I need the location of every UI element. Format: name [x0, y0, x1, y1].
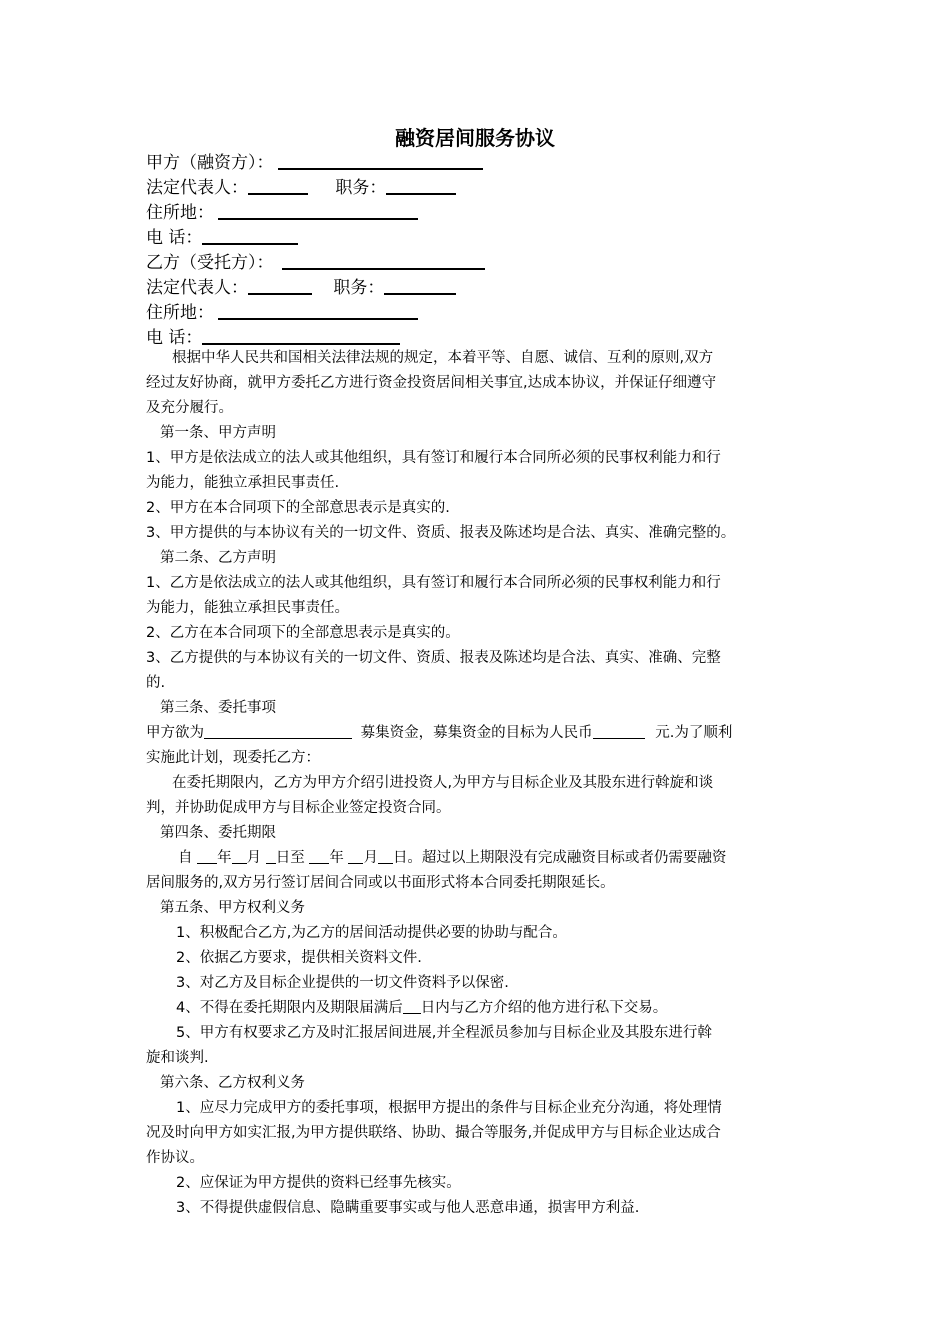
- party-b-field: 乙方（受托方）：: [146, 250, 485, 276]
- party-b-rep-blank[interactable]: [248, 275, 312, 295]
- article-2: 第二条、乙方声明 1、乙方是依法成立的法人或其他组织，具有签订和履行本合同所必须的民事权利能力和行 为能力，能独立承担民事责任。 2、乙方在本合同项下的全部意思表示是真实的。 3、乙方提供的与本协议有关的一切文件、资质、报表及陈述均是合法、真实、准确、完整 的.: [146, 546, 826, 696]
- party-b-rep-field: 法定代表人： 职务：: [146, 275, 456, 301]
- fund-purpose-blank[interactable]: [204, 723, 352, 739]
- article-heading: 第一条、甲方声明: [160, 425, 276, 441]
- article-heading: 第四条、委托期限: [160, 825, 276, 841]
- party-b-phone-field: 电 话：: [146, 325, 400, 351]
- party-a-rep-blank[interactable]: [248, 175, 308, 195]
- party-a-rep-field: 法定代表人： 职务：: [146, 175, 456, 201]
- article-6: 第六条、乙方权利义务 1、应尽力完成甲方的委托事项，根据甲方提出的条件与目标企业充分沟通，将处理情 况及时向甲方如实汇报,为甲方提供联络、协助、撮合等服务,并促成甲方与目标企业达成合 作协议。 2、应保证为甲方提供的资料已经事先核实。 3、不得提供虚假信息、隐瞒重要事实或与他人恶意串通，损害甲方利益.: [146, 1071, 826, 1221]
- article-heading: 第三条、委托事项: [160, 700, 276, 716]
- party-b-phone-blank[interactable]: [202, 325, 400, 345]
- article-1: 第一条、甲方声明 1、甲方是依法成立的法人或其他组织，具有签订和履行本合同所必须的民事权利能力和行 为能力，能独立承担民事责任. 2、甲方在本合同项下的全部意思表示是真实的. 3、甲方提供的与本协议有关的一切文件、资质、报表及陈述均是合法、真实、准确完整的。: [146, 421, 826, 546]
- party-a-blank[interactable]: [278, 150, 483, 170]
- start-day-blank[interactable]: [266, 848, 276, 864]
- start-year-blank[interactable]: [197, 848, 217, 864]
- article-heading: 第二条、乙方声明: [160, 550, 276, 566]
- article-heading: 第六条、乙方权利义务: [160, 1075, 305, 1091]
- fund-amount-blank[interactable]: [593, 723, 645, 739]
- party-a-field: 甲方（融资方）：: [146, 150, 483, 176]
- start-month-blank[interactable]: [232, 848, 247, 864]
- preamble: 根据中华人民共和国相关法律法规的规定，本着平等、自愿、诚信、互利的原则,双方 经过友好协商，就甲方委托乙方进行资金投资居间相关事宜,达成本协议，并保证仔细遵守 及充分履行。: [146, 350, 717, 416]
- party-b-address-field: 住所地：: [146, 300, 418, 326]
- party-a-address-field: 住所地：: [146, 200, 418, 226]
- party-b-title-blank[interactable]: [384, 275, 456, 295]
- party-a-title-blank[interactable]: [386, 175, 456, 195]
- end-day-blank[interactable]: [378, 848, 393, 864]
- party-b-address-blank[interactable]: [218, 300, 418, 320]
- party-a-address-blank[interactable]: [218, 200, 418, 220]
- days-blank[interactable]: [403, 998, 421, 1014]
- party-b-blank[interactable]: [282, 250, 485, 270]
- end-month-blank[interactable]: [348, 848, 363, 864]
- article-3: 第三条、委托事项 甲方欲为 募集资金，募集资金的目标为人民币 元.为了顺利 实施此计划，现委托乙方： 在委托期限内，乙方为甲方介绍引进投资人,为甲方与目标企业及其股东进行斡旋和谈 判，并协助促成甲方与目标企业签定投资合同。: [146, 696, 826, 821]
- document-title: 融资居间服务协议: [395, 126, 555, 150]
- article-heading: 第五条、甲方权利义务: [160, 900, 305, 916]
- article-5: 第五条、甲方权利义务 1、积极配合乙方,为乙方的居间活动提供必要的协助与配合。 2、依据乙方要求，提供相关资料文件. 3、对乙方及目标企业提供的一切文件资料予以保密. 4、不得在委托期限内及期限届满后 日内与乙方介绍的他方进行私下交易。 5、甲方有权要求乙方及时汇报居间进展,并全程派员参加与目标企业及其股东进行斡 旋和谈判.: [146, 896, 826, 1071]
- agreement-body: [146, 346, 826, 1221]
- article-4: 第四条、委托期限 自 年 月 日至 年 月 日。超过以上期限没有完成融资目标或者仍需要融资 居间服务的,双方另行签订居间合同或以书面形式将本合同委托期限延长。: [146, 821, 826, 896]
- party-a-phone-field: 电 话：: [146, 225, 298, 251]
- end-year-blank[interactable]: [309, 848, 329, 864]
- party-a-phone-blank[interactable]: [202, 225, 298, 245]
